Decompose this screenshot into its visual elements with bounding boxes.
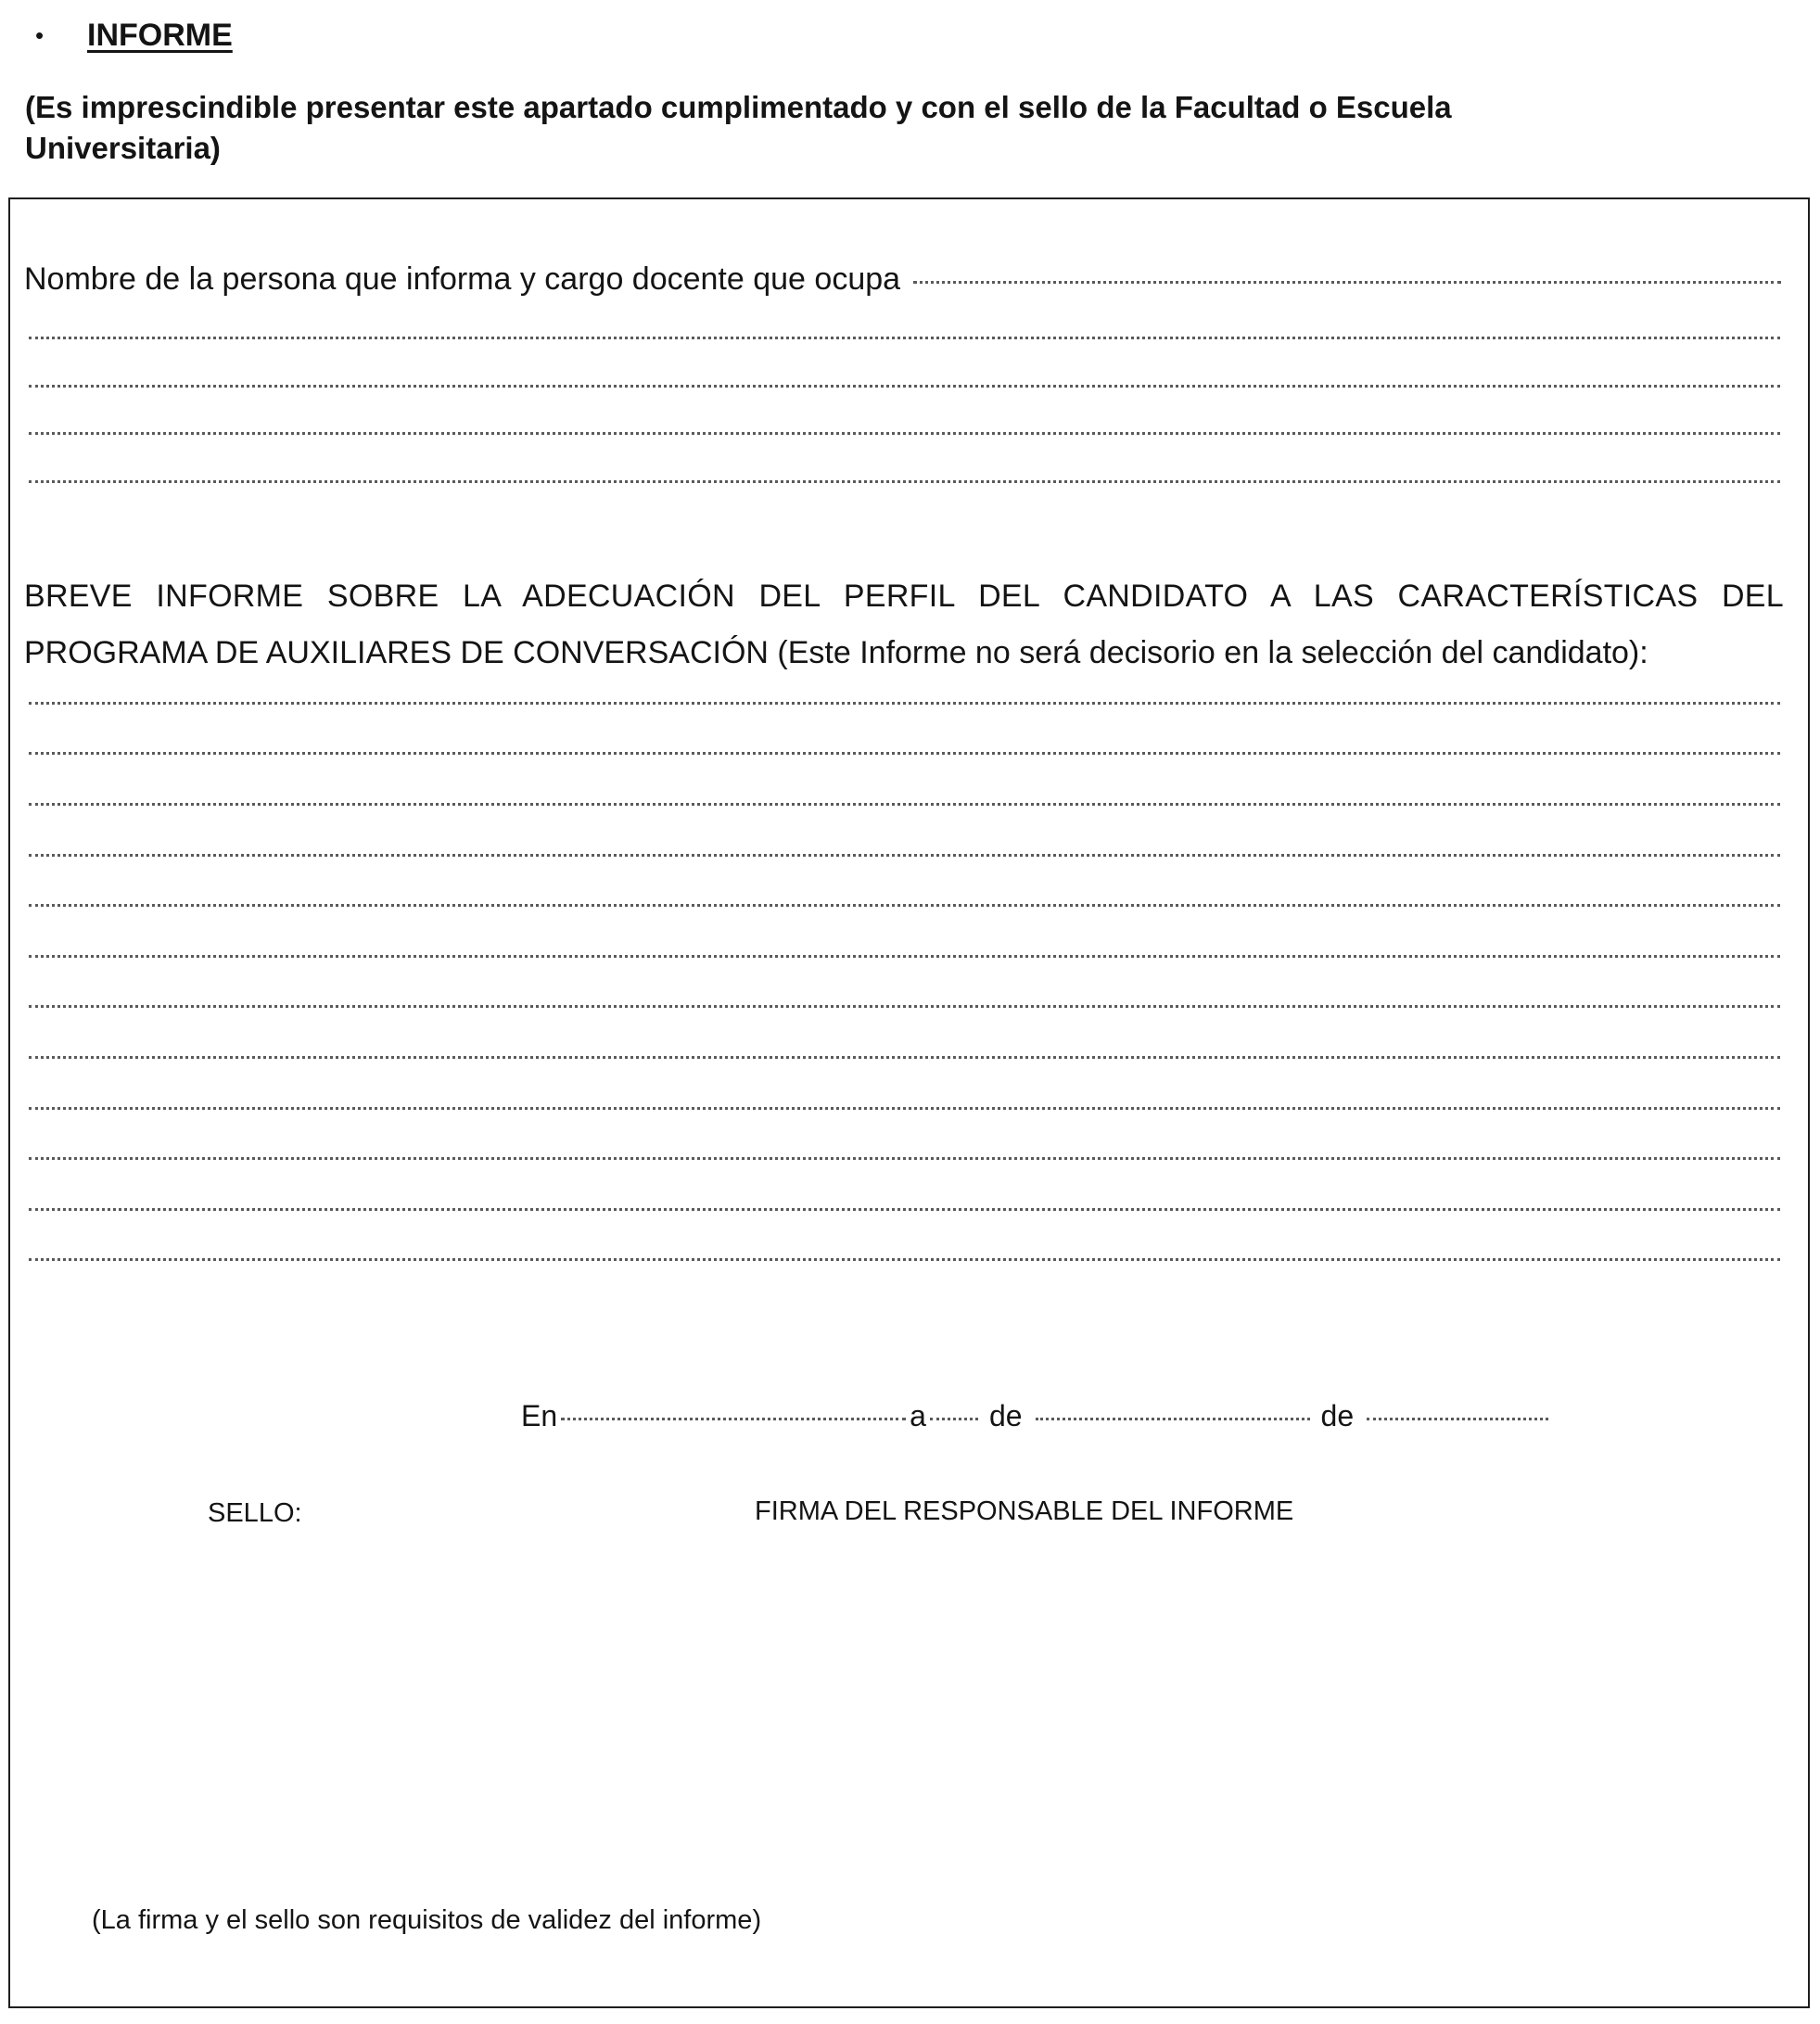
report-field-line[interactable] <box>29 803 1780 806</box>
report-field-line[interactable] <box>29 1056 1780 1059</box>
month-field[interactable] <box>1036 1418 1310 1420</box>
report-field-line[interactable] <box>29 1005 1780 1008</box>
informant-field-line[interactable] <box>29 385 1780 388</box>
report-heading-line-1: BREVE INFORME SOBRE LA ADECUACIÓN DEL PERFIL DEL CANDIDATO A LAS CARACTERÍSTICAS DEL <box>24 579 1784 614</box>
informant-field-line[interactable] <box>29 337 1780 339</box>
date-de-label-2: de <box>1320 1399 1355 1432</box>
date-de-label-1: de <box>988 1399 1023 1432</box>
report-field-line[interactable] <box>29 1208 1780 1211</box>
report-field-line[interactable] <box>29 955 1780 958</box>
report-heading-line-2: PROGRAMA DE AUXILIARES DE CONVERSACIÓN (Este Informe no será decisorio en la selección del candidato): <box>24 635 1648 670</box>
report-form-box <box>8 197 1810 2008</box>
report-heading <box>24 568 1784 681</box>
report-field-line[interactable] <box>29 854 1780 857</box>
section-title: INFORME <box>87 18 233 53</box>
date-a-label: a <box>910 1399 926 1432</box>
stamp-label: SELLO: <box>208 1498 302 1528</box>
place-date-row <box>517 1397 1548 1434</box>
signature-label: FIRMA DEL RESPONSABLE DEL INFORME <box>755 1496 1294 1526</box>
report-field-line[interactable] <box>29 702 1780 705</box>
report-field-line[interactable] <box>29 752 1780 755</box>
informant-field-line[interactable] <box>29 432 1780 435</box>
year-field[interactable] <box>1367 1418 1548 1420</box>
report-field-line[interactable] <box>29 1157 1780 1160</box>
report-field-line[interactable] <box>29 904 1780 907</box>
bullet-point: • <box>35 21 45 49</box>
validity-note: (La firma y el sello son requisitos de validez del informe) <box>92 1905 762 1935</box>
requirement-note: (Es imprescindible presentar este apartado cumplimentado y con el sello de la Facultad o Escuela Universitaria) <box>25 90 1452 165</box>
place-field[interactable] <box>561 1418 906 1420</box>
report-field-line[interactable] <box>29 1107 1780 1110</box>
report-field-line[interactable] <box>29 1258 1780 1261</box>
informant-field-line[interactable] <box>29 480 1780 483</box>
date-en-label: En <box>521 1399 558 1432</box>
informant-name-field[interactable] <box>913 281 1781 284</box>
day-field[interactable] <box>930 1418 978 1420</box>
informant-name-row <box>24 261 1781 298</box>
informant-name-label: Nombre de la persona que informa y cargo docente que ocupa <box>24 261 901 297</box>
